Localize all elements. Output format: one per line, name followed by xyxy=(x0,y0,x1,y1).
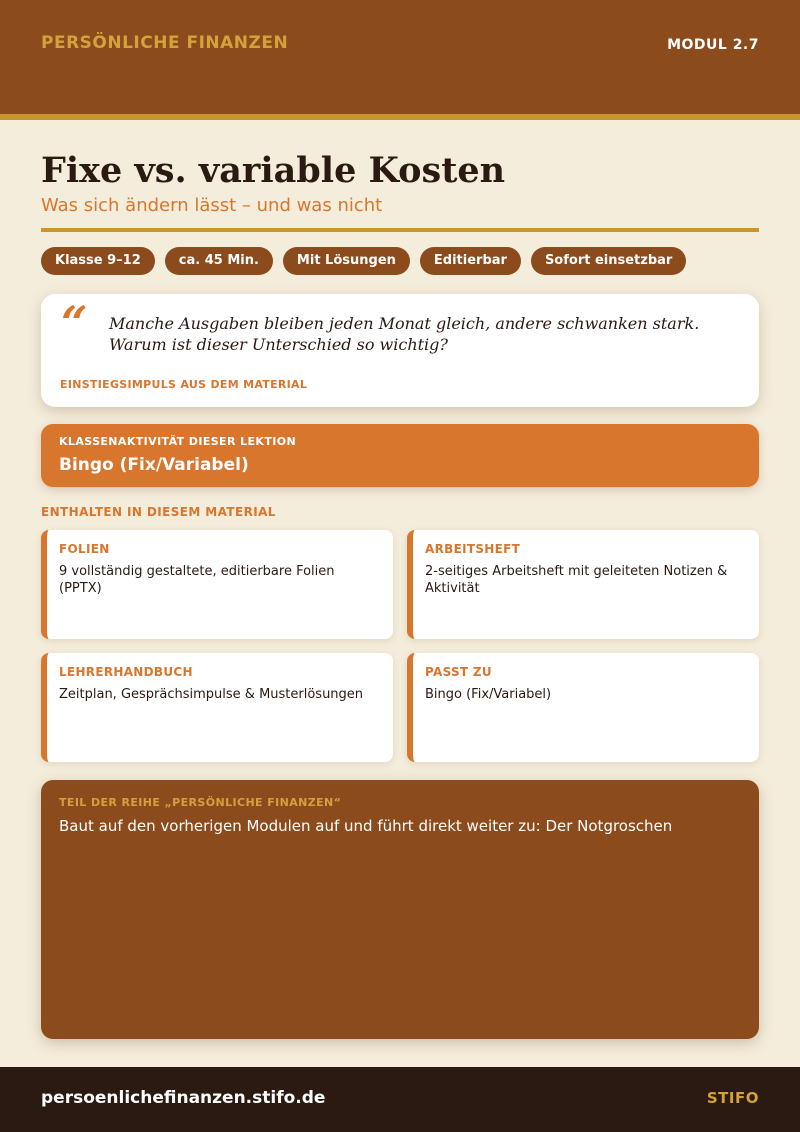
item-label: FOLIEN xyxy=(59,542,110,556)
activity-label: KLASSENAKTIVITÄT DIESER LEKTION xyxy=(59,435,297,448)
quote-source: EINSTIEGSIMPULS AUS DEM MATERIAL xyxy=(60,378,308,391)
tag-grade: Klasse 9–12 xyxy=(41,247,155,275)
item-label: LEHRERHANDBUCH xyxy=(59,665,193,679)
item-label: PASST ZU xyxy=(425,665,492,679)
tag-editable: Editierbar xyxy=(420,247,521,275)
title-divider xyxy=(41,228,759,232)
item-card-workbook xyxy=(407,530,759,639)
footer-url: persoenlichefinanzen.stifo.de xyxy=(41,1088,326,1108)
footer-bar xyxy=(0,1067,800,1132)
series-box xyxy=(41,780,759,1039)
series-label: TEIL DER REIHE „PERSÖNLICHE FINANZEN“ xyxy=(59,796,342,809)
footer-brand: STIFO xyxy=(706,1089,759,1107)
module-label: MODUL 2.7 xyxy=(667,37,759,53)
header-bar xyxy=(0,0,800,114)
item-card-slides xyxy=(41,530,393,639)
page-title: Fixe vs. variable Kosten xyxy=(41,150,506,191)
item-text: 9 vollständig gestaltete, editierbare Folien (PPTX) xyxy=(59,564,335,596)
quote-text: Manche Ausgaben bleiben jeden Monat gleich, andere schwanken stark. Warum ist dieser Unterschied so wichtig? xyxy=(109,314,700,354)
item-text: 2-seitiges Arbeitsheft mit geleiteten Notizen & Aktivität xyxy=(425,564,728,596)
contents-heading: ENTHALTEN IN DIESEM MATERIAL xyxy=(41,505,276,519)
series-text: Baut auf den vorherigen Modulen auf und führt direkt weiter zu: Der Notgroschen xyxy=(59,817,673,835)
page-subtitle: Was sich ändern lässt – und was nicht xyxy=(41,195,383,216)
tag-list xyxy=(41,247,686,275)
quote-card xyxy=(41,294,759,407)
tag-ready: Sofort einsetzbar xyxy=(531,247,686,275)
tag-solutions: Mit Lösungen xyxy=(283,247,410,275)
quote-mark-icon: “ xyxy=(61,296,88,350)
item-text: Bingo (Fix/Variabel) xyxy=(425,687,552,702)
header-stripe xyxy=(0,114,800,120)
item-text: Zeitplan, Gesprächsimpulse & Musterlösungen xyxy=(59,687,364,702)
tag-duration: ca. 45 Min. xyxy=(165,247,273,275)
series-title: PERSÖNLICHE FINANZEN xyxy=(41,33,289,53)
item-label: ARBEITSHEFT xyxy=(425,542,521,556)
activity-title: Bingo (Fix/Variabel) xyxy=(59,455,249,475)
activity-banner xyxy=(41,424,759,487)
item-card-matches xyxy=(407,653,759,762)
item-card-teacher-guide xyxy=(41,653,393,762)
